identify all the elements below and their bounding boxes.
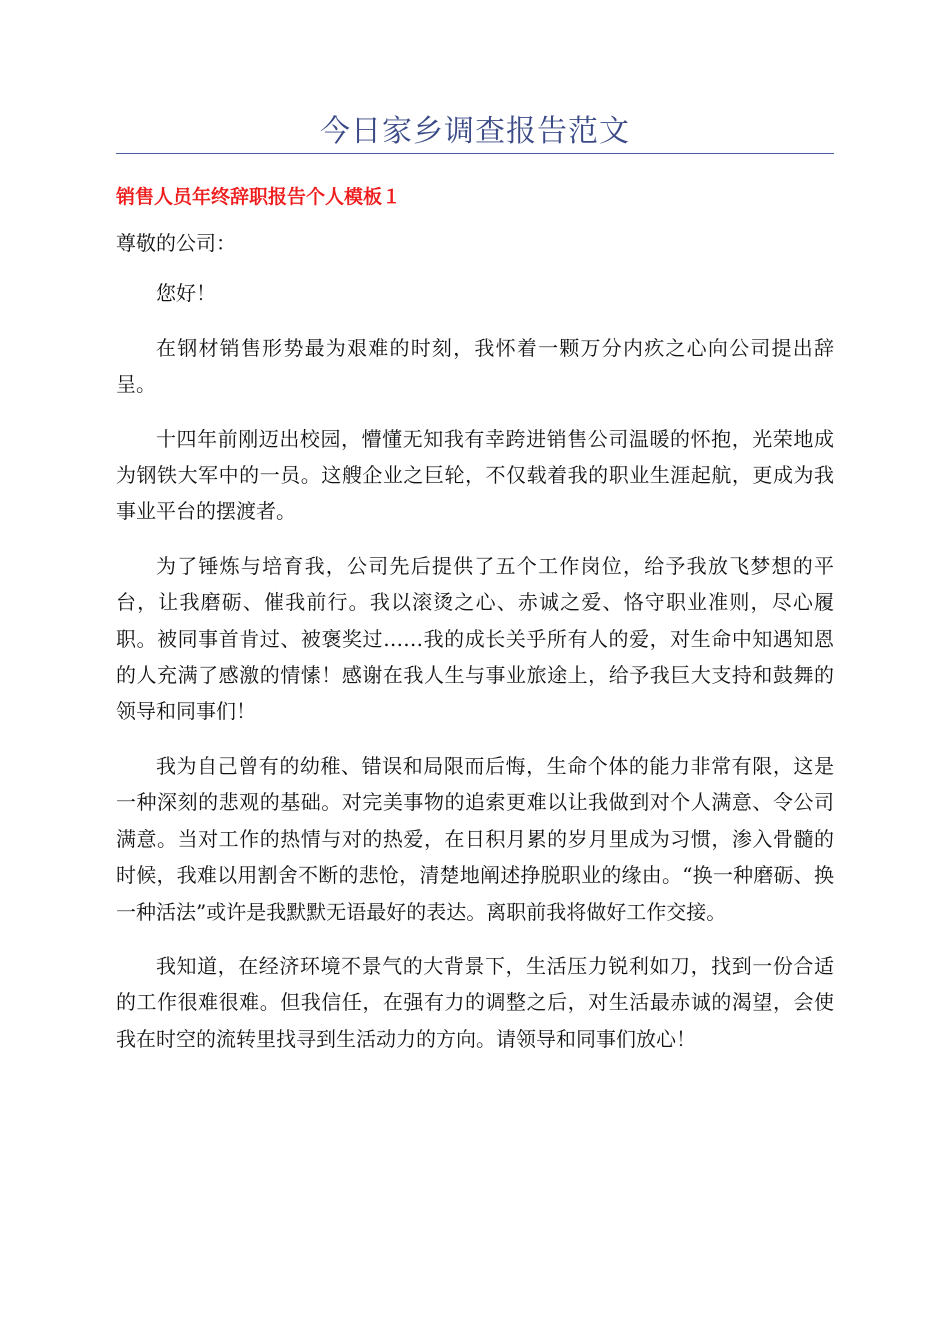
title-underline [116,153,834,154]
paragraph-3: 为了锤炼与培育我，公司先后提供了五个工作岗位，给予我放飞梦想的平台，让我磨砺、催我前行。我以滚烫之心、赤诚之爱、恪守职业准则，尽心履职。被同事首肯过、被褒奖过……我的成长关乎所有人的爱，对生命中知遇知恩的人充满了感激的情愫！感谢在我人生与事业旅途上，给予我巨大支持和鼓舞的领导和同事们！ [116,553,834,724]
greeting: 您好！ [156,281,216,306]
paragraph-1: 在钢材销售形势最为艰难的时刻，我怀着一颗万分内疚之心向公司提出辞呈。 [116,335,834,397]
section-heading: 销售人员年终辞职报告个人模板１ [116,186,402,208]
paragraph-2: 十四年前刚迈出校园，懵懂无知我有幸跨进销售公司温暖的怀抱，光荣地成为钢铁大军中的一员。这艘企业之巨轮，不仅载着我的职业生涯起航，更成为我事业平台的摆渡者。 [116,426,834,524]
document-title: 今日家乡调查报告范文 [320,114,630,149]
document-body [116,225,834,1075]
paragraph-4: 我为自己曾有的幼稚、错误和局限而后悔，生命个体的能力非常有限，这是一种深刻的悲观的基础。对完美事物的追索更难以让我做到对个人满意、令公司满意。当对工作的热情与对的热爱，在日积月累的岁月里成为习惯，渗入骨髓的时候，我难以用割舍不断的悲怆，清楚地阐述挣脱职业的缘由。“换一种磨砺、换一种活法”或许是我默默无语最好的表达。离职前我将做好工作交接。 [116,753,834,924]
paragraph-5: 我知道，在经济环境不景气的大背景下，生活压力锐利如刀，找到一份合适的工作很难很难。但我信任，在强有力的调整之后，对生活最赤诚的渴望，会使我在时空的流转里找寻到生活动力的方向。请领导和同事们放心！ [116,953,834,1051]
salutation: 尊敬的公司： [116,231,236,255]
